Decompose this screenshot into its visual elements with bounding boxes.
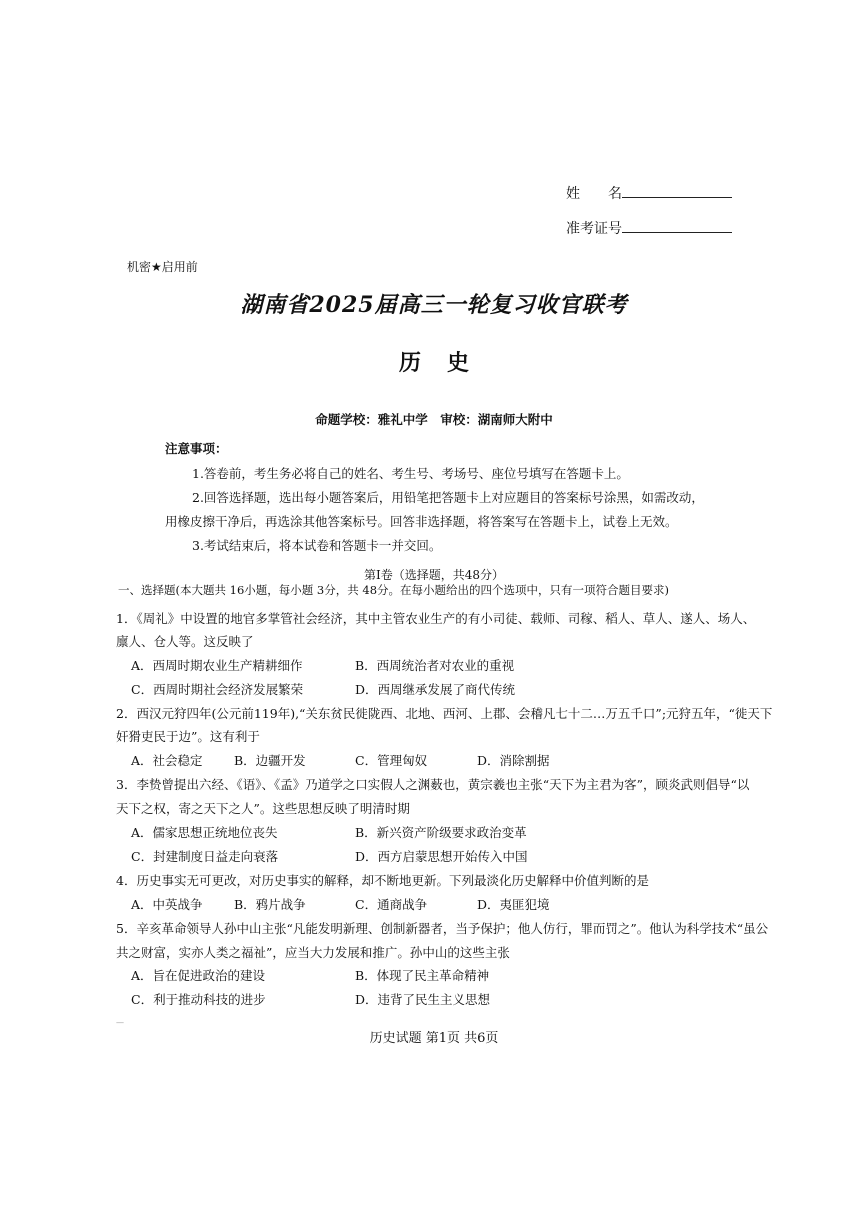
option-d: D．西方启蒙思想开始传入中国 [355, 849, 528, 864]
notice-item: 用橡皮擦干净后，再选涂其他答案标号。回答非选择题，将答案写在答题卡上，试卷上无效。 [165, 514, 678, 529]
scan-mark: — [116, 1018, 124, 1027]
part-title: 第Ⅰ卷（选择题，共48分） [363, 568, 504, 582]
option-b: B．新兴资产阶级要求政治变革 [355, 825, 527, 840]
question-stem: 奸猾吏民于边”。这有利于 [116, 729, 260, 744]
question-stem: 天下之权，寄之天下之人”。这些思想反映了明清时期 [116, 801, 410, 816]
question-stem: 共之财富，实亦人类之福祉”，应当大力发展和推广。孙中山的这些主张 [116, 945, 510, 960]
notice-item: 2.回答选择题，选出每小题答案后，用铅笔把答题卡上对应题目的答案标号涂黑，如需改动， [192, 490, 704, 505]
notice-item: 1.答卷前，考生务必将自己的姓名、考生号、考场号、座位号填写在答题卡上。 [192, 466, 629, 481]
option-a: A．儒家思想正统地位丧失 [131, 825, 278, 840]
section-title: 一、选择题(本大题共 16小题，每小题 3分，共 48分。在每小题给出的四个选项中，只有一项符合题目要求) [118, 583, 670, 597]
option-c: C．西周时期社会经济发展繁荣 [131, 682, 304, 697]
option-b: B．鸦片战争 [234, 897, 306, 912]
option-b: B．边疆开发 [234, 753, 306, 768]
name-field [566, 183, 732, 203]
exam-number-field [566, 218, 732, 238]
exam-number-blank [622, 218, 732, 233]
question-stem: 3．李贽曾提出六经、《语》、《孟》乃道学之口实假人之渊薮也，黄宗羲也主张“天下为主君为客”，顾炎武则倡导“以 [116, 777, 750, 792]
option-a: A．西周时期农业生产精耕细作 [131, 658, 303, 673]
name-blank [622, 183, 732, 198]
subject-title: 历史 [398, 350, 495, 376]
option-a: A．旨在促进政治的建设 [131, 968, 266, 983]
option-c: C．封建制度日益走向衰落 [131, 849, 279, 864]
page-footer: 历史试题 第1页 共6页 [369, 1031, 499, 1046]
option-b: B．体现了民主革命精神 [355, 968, 490, 983]
exam-number-label: 准考证号 [566, 221, 622, 237]
confidential-label: 机密★启用前 [127, 260, 198, 274]
option-a: A．社会稳定 [131, 753, 203, 768]
school-line: 命题学校：雅礼中学 审校：湖南师大附中 [315, 412, 553, 427]
exam-title: 湖南省2025届高三一轮复习收官联考 [240, 292, 628, 318]
option-a: A．中英战争 [131, 897, 203, 912]
option-c: C．通商战争 [355, 897, 428, 912]
question-stem: 2．西汉元狩四年(公元前119年),“关东贫民徙陇西、北地、西河、上郡、会稽凡七十二…万五千口”;元狩五年，“徙天下 [116, 706, 773, 721]
option-d: D．夷匪犯境 [477, 897, 550, 912]
option-c: C．管理匈奴 [355, 753, 428, 768]
question-stem: 4．历史事实无可更改，对历史事实的解释，却不断地更新。下列最淡化历史解释中价值判断的是 [116, 873, 649, 888]
question-stem: 5．辛亥革命领导人孙中山主张“凡能发明新理、创制新器者，当予保护；他人仿行，罪而罚之”。他认为科学技术“虽公 [116, 921, 769, 936]
option-d: D．消除割据 [477, 753, 550, 768]
notice-heading: 注意事项： [165, 441, 228, 456]
option-d: D．西周继承发展了商代传统 [355, 682, 516, 697]
option-b: B．西周统治者对农业的重视 [355, 658, 515, 673]
option-c: C．利于推动科技的进步 [131, 992, 266, 1007]
question-stem: 1．《周礼》中设置的地官多掌管社会经济，其中主管农业生产的有小司徒、载师、司稼、稻人、草人、遂人、场人、 [116, 611, 756, 626]
name-label: 姓 名 [566, 186, 622, 202]
option-d: D．违背了民生主义思想 [355, 992, 491, 1007]
question-stem: 廪人、仓人等。这反映了 [116, 634, 254, 649]
notice-item: 3.考试结束后，将本试卷和答题卡一并交回。 [192, 538, 442, 553]
